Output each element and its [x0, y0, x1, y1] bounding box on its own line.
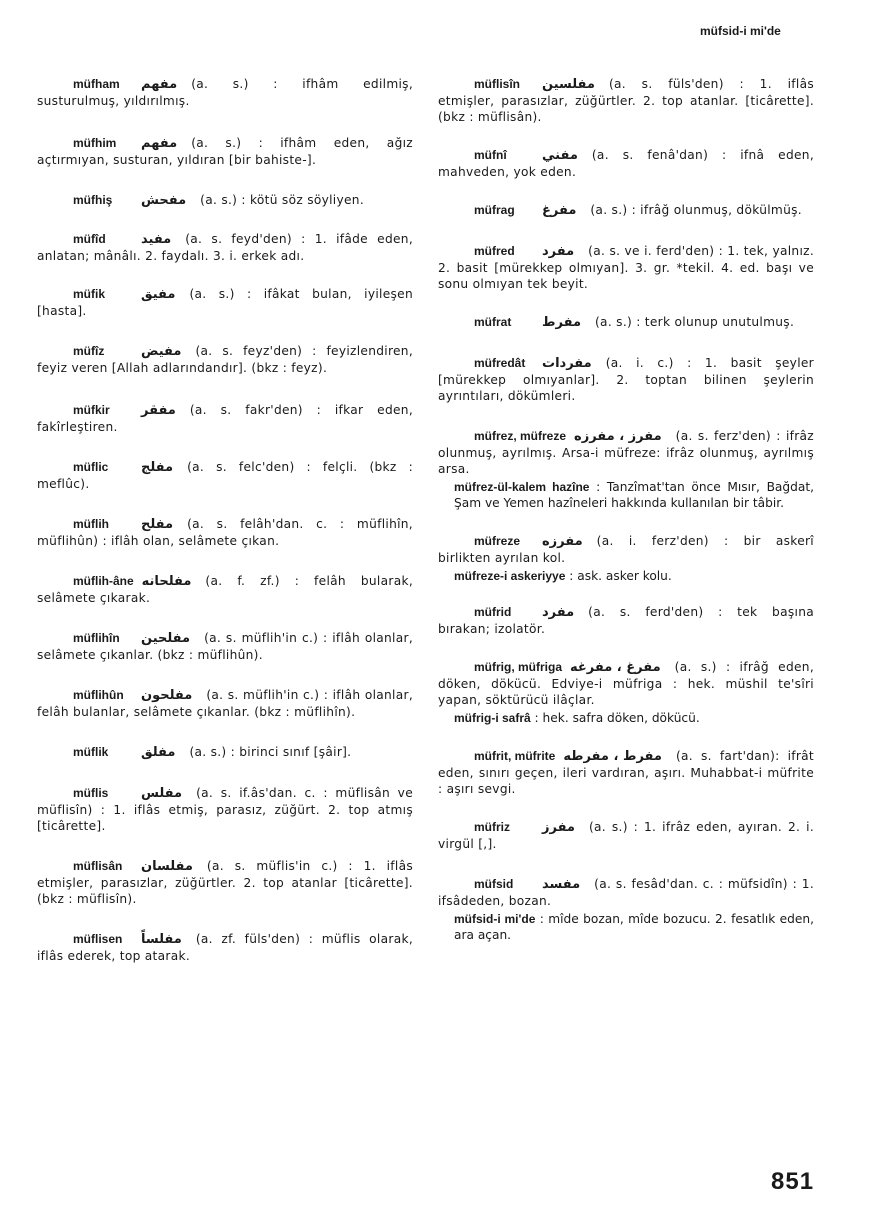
dictionary-entry — [438, 314, 814, 331]
entry-definition: (a. i. c.) : 1. basit şeyler [mürekkep olmıyanlar]. 2. toptan bilinen şeylerin ayrıntıları, dökümleri. — [438, 356, 814, 403]
entry-definition: (a. s. müflih'in c.) : iflâh olanlar, felâh bulanlar, selâmete çıkanlar. (bkz : müflihîn). — [37, 688, 413, 719]
entry-definition: (a. s. felc'den) : felçli. (bkz : meflûc). — [37, 460, 413, 491]
entry-headword: müfrag — [474, 203, 515, 217]
entry-arabic-script: مفهم — [141, 136, 178, 151]
entry-definition: (a. s.) : ifhâm edilmiş, susturulmuş, yıldırılmış. — [37, 77, 413, 108]
entry-arabic-script: مفرغ — [542, 203, 577, 218]
entry-headword: müfreze — [474, 534, 521, 548]
entry-arabic-script: مفرط ، مفرطه — [563, 749, 662, 764]
entry-arabic-script: مفلحون — [141, 688, 193, 703]
entry-headword: müfriz — [474, 820, 510, 834]
entry-headword: müfik — [73, 287, 106, 301]
right-column — [438, 76, 814, 943]
entry-arabic-script: مفرغ ، مفرغه — [570, 660, 661, 675]
entry-headword: müfrit, müfrite — [474, 749, 556, 763]
entry-headword: müfrat — [474, 315, 512, 329]
dictionary-entry — [37, 744, 413, 761]
entry-headword: müfhiş — [73, 193, 113, 207]
dictionary-entry — [37, 135, 413, 168]
dictionary-entry — [438, 76, 814, 125]
entry-headword: müfîd — [73, 232, 106, 246]
entry-headword: müfrig, müfriga — [474, 660, 563, 674]
entry-arabic-script: مفلج — [141, 460, 174, 475]
dictionary-entry — [438, 355, 814, 404]
entry-arabic-script: مفرزه — [542, 534, 583, 549]
entry-arabic-script: مفرد — [542, 244, 575, 259]
entry-definition: (a. s.) : terk olunup unutulmuş. — [595, 315, 795, 329]
entry-definition: (a. s.) : 1. ifrâz eden, ayıran. 2. i. virgül [,]. — [438, 820, 814, 851]
entry-headword: müflisen — [73, 932, 123, 946]
sub-entry — [454, 710, 814, 726]
entry-arabic-script: مفلساً — [141, 932, 182, 947]
dictionary-entry — [438, 202, 814, 219]
entry-definition: (a. s. ve i. ferd'den) : 1. tek, yalnız. 2. basit [mürekkep olmıyan]. 3. gr. *tekil. 4. ed. başı ve sonu olmıyan tek beyit. — [438, 244, 814, 291]
dictionary-entry — [438, 243, 814, 292]
sub-entry — [454, 568, 814, 584]
entry-headword: müflihîn — [73, 631, 120, 645]
sub-entry-headword: müfrez-ül-kalem hazîne — [454, 480, 590, 494]
entry-arabic-script: مفلق — [141, 745, 176, 760]
dictionary-entry — [37, 516, 413, 549]
dictionary-entry — [37, 573, 413, 606]
entry-arabic-script: مفلحين — [141, 631, 191, 646]
dictionary-entry — [37, 231, 413, 264]
entry-arabic-script: مفسد — [542, 877, 581, 892]
entry-definition: (a. s. if.âs'dan. c. : müflisân ve müflisîn) : 1. iflâs etmiş, parasız, züğürt. 2. top atmış [ticârette]. — [37, 786, 413, 833]
dictionary-entry — [438, 533, 814, 584]
entry-headword: müflisîn — [474, 77, 521, 91]
dictionary-entry — [37, 630, 413, 663]
entry-headword: müfîz — [73, 344, 105, 358]
entry-definition: (a. s. fakr'den) : ifkar eden, fakîrleştiren. — [37, 403, 413, 434]
entry-arabic-script: مفلحانه — [141, 574, 192, 589]
entry-arabic-script: مفيض — [141, 344, 182, 359]
dictionary-entry — [438, 604, 814, 637]
entry-definition: (a. s. ferd'den) : tek başına bırakan; izolatör. — [438, 605, 814, 636]
entry-arabic-script: مفلس — [141, 786, 183, 801]
entry-arabic-script: مفيق — [141, 287, 176, 302]
entry-arabic-script: مفلسان — [141, 859, 193, 874]
entry-headword: müfrez, müfreze — [474, 429, 567, 443]
entry-headword: müflihûn — [73, 688, 124, 702]
entry-headword: müflisân — [73, 859, 123, 873]
entry-arabic-script: مفلسين — [542, 77, 595, 92]
sub-entry-text: : Tanzîmat'tan önce Mısır, Bağdat, Şam ve Yemen hazîneleri hakkında kullanılan bir tâbir. — [454, 480, 814, 510]
entry-definition: (a. i. ferz'den) : bir askerî birlikten ayrılan kol. — [438, 534, 814, 565]
entry-arabic-script: مفحش — [141, 193, 187, 208]
dictionary-entry — [37, 687, 413, 720]
dictionary-entry — [438, 748, 814, 797]
entry-arabic-script: مفهم — [141, 77, 178, 92]
sub-entry — [454, 479, 814, 511]
entry-definition: (a. s.) : ifhâm eden, ağız açtırmıyan, susturan, yıldıran [bir bahiste-]. — [37, 136, 413, 167]
dictionary-entry — [37, 192, 413, 209]
entry-headword: müflik — [73, 745, 109, 759]
dictionary-entry — [438, 428, 814, 511]
entry-definition: (a. s. fart'dan): ifrât eden, sınırı geçen, ileri vardıran, aşırı. Muhabbat-i müfrite : aşırı sevgi. — [438, 749, 814, 796]
entry-headword: müfredât — [474, 356, 526, 370]
left-column — [37, 76, 413, 964]
dictionary-entry — [37, 76, 413, 109]
dictionary-entry — [438, 819, 814, 852]
dictionary-entry — [438, 659, 814, 726]
entry-headword: müfred — [474, 244, 515, 258]
entry-definition: (a. s.) : kötü söz söyliyen. — [200, 193, 364, 207]
running-head: müfsid-i mi'de — [700, 24, 781, 38]
sub-entry — [454, 911, 814, 943]
entry-definition: (a. s. ferz'den) : ifrâz olunmuş, ayrılmış. Arsa-i müfreze: ifrâz olunmuş, ayrılmış arsa. — [438, 429, 814, 476]
entry-definition: (a. s. fenâ'dan) : ifnâ eden, mahveden, yok eden. — [438, 148, 814, 179]
sub-entry-text: : mîde bozan, mîde bozucu. 2. fesatlık eden, ara açan. — [454, 912, 815, 942]
dictionary-entry — [37, 785, 413, 834]
entry-headword: müfhim — [73, 136, 117, 150]
entry-headword: müflic — [73, 460, 109, 474]
entry-definition: (a. s. füls'den) : 1. iflâs etmişler, parasızlar, züğürtler. 2. top atanlar. [ticârette]. (bkz : müflisân). — [438, 77, 814, 124]
entry-headword: müfsid — [474, 877, 514, 891]
dictionary-entry — [37, 343, 413, 376]
dictionary-entry — [37, 402, 413, 435]
entry-definition: (a. s.) : ifâkat bulan, iyileşen [hasta]. — [37, 287, 413, 318]
entry-headword: müflis — [73, 786, 109, 800]
dictionary-entry — [37, 931, 413, 964]
entry-definition: (a. f. zf.) : felâh bularak, selâmete çıkarak. — [37, 574, 413, 605]
entry-definition: (a. s. müflis'in c.) : 1. iflâs etmişler, parasızlar, züğürtler. 2. top atanlar [ticârette]. (bkz : müflisîn). — [37, 859, 413, 906]
entry-definition: (a. s. feyz'den) : feyizlendiren, feyiz veren [Allah adlarındandır]. (bkz : feyz). — [37, 344, 413, 375]
dictionary-entry — [438, 876, 814, 943]
entry-definition: (a. s. müflih'in c.) : iflâh olanlar, selâmete çıkanlar. (bkz : müflihûn). — [37, 631, 413, 662]
sub-entry-headword: müfrig-i safrâ — [454, 711, 531, 725]
entry-headword: müfnî — [474, 148, 507, 162]
page-number: 851 — [771, 1168, 815, 1195]
entry-headword: müfrid — [474, 605, 512, 619]
entry-headword: müfkir — [73, 403, 110, 417]
entry-definition: (a. s.) : ifrâğ eden, döken, dökücü. Edviye-i müfriga : hek. müshil te'sîri yapan, söktürücü ilâçlar. — [438, 660, 814, 707]
dictionary-entry — [37, 459, 413, 492]
entry-arabic-script: مفلح — [141, 517, 174, 532]
entry-arabic-script: مفرط — [542, 315, 581, 330]
entry-arabic-script: مفقر — [141, 403, 176, 418]
entry-arabic-script: مفني — [542, 148, 578, 163]
dictionary-entry — [438, 147, 814, 180]
entry-headword: müflih-âne — [73, 574, 134, 588]
sub-entry-headword: müfreze-i askeriyye — [454, 569, 566, 583]
entry-definition: (a. s.) : ifrâğ olunmuş, dökülmüş. — [590, 203, 802, 217]
sub-entry-text: : ask. asker kolu. — [565, 569, 672, 583]
entry-arabic-script: مفيد — [141, 232, 172, 247]
sub-entry-headword: müfsid-i mi'de — [454, 912, 536, 926]
entry-definition: (a. s. felâh'dan. c. : müflihîn, müflihûn) : iflâh olan, selâmete çıkan. — [37, 517, 413, 548]
dictionary-entry — [37, 286, 413, 319]
dictionary-entry — [37, 858, 413, 907]
entry-arabic-script: مفردات — [542, 356, 592, 371]
sub-entry-text: : hek. safra döken, dökücü. — [530, 711, 700, 725]
entry-definition: (a. s.) : birinci sınıf [şâir]. — [189, 745, 352, 759]
entry-arabic-script: مفرز — [542, 820, 575, 835]
entry-arabic-script: مفرد — [542, 605, 575, 620]
entry-arabic-script: مفرز ، مفرزه — [574, 429, 662, 444]
entry-definition: (a. s. feyd'den) : 1. ifâde eden, anlatan; mânâlı. 2. faydalı. 3. i. erkek adı. — [37, 232, 413, 263]
entry-definition: (a. s. fesâd'dan. c. : müfsidîn) : 1. ifsâdeden, bozan. — [438, 877, 814, 908]
entry-definition: (a. zf. füls'den) : müflis olarak, iflâs ederek, top atarak. — [37, 932, 413, 963]
entry-headword: müflih — [73, 517, 109, 531]
entry-headword: müfham — [73, 77, 120, 91]
